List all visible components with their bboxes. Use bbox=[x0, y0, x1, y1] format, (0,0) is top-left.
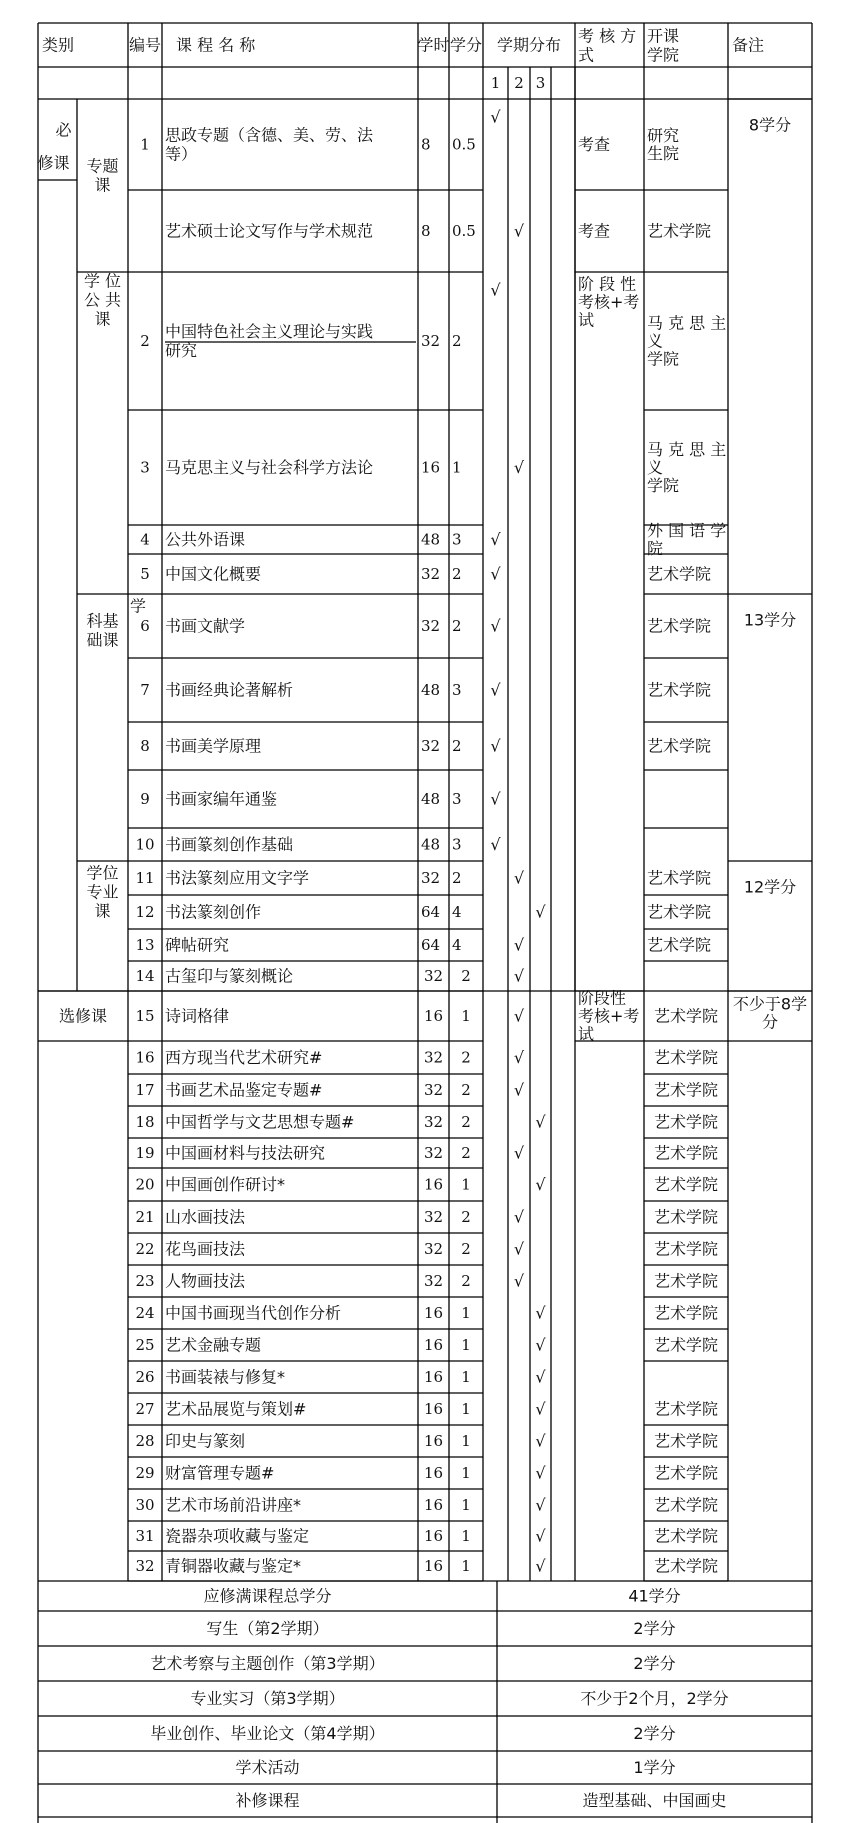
course-name: 人物画技法 bbox=[165, 1271, 246, 1291]
offering-college: 艺术学院 bbox=[653, 1463, 719, 1483]
offering-college: 艺术学院 bbox=[653, 1048, 719, 1067]
course-name: 中国文化概要 bbox=[165, 564, 262, 584]
offering-college: 艺术学院 bbox=[647, 935, 712, 955]
course-number: 28 bbox=[135, 1432, 155, 1450]
course-name: 书画篆刻创作基础 bbox=[165, 835, 294, 854]
exam-method: 考核+考 bbox=[578, 292, 640, 312]
category-topic-course: 课 bbox=[94, 175, 111, 195]
course-credits: 2 bbox=[461, 1113, 471, 1131]
course-hours: 32 bbox=[423, 1081, 444, 1099]
semester-3-label: 3 bbox=[535, 74, 546, 92]
course-name: 古玺印与篆刻概论 bbox=[165, 966, 294, 986]
course-credits: 2 bbox=[452, 737, 462, 755]
semester-check-mark: √ bbox=[513, 1207, 525, 1227]
offering-college: 艺术学院 bbox=[647, 680, 712, 700]
course-hours: 32 bbox=[423, 1048, 444, 1067]
offering-college: 艺术学院 bbox=[653, 1303, 719, 1323]
course-credits: 1 bbox=[461, 1557, 471, 1575]
course-number: 30 bbox=[135, 1496, 155, 1514]
course-credits: 3 bbox=[452, 681, 462, 699]
offering-college: 艺术学院 bbox=[647, 868, 712, 888]
semester-check-mark: √ bbox=[513, 1006, 525, 1026]
course-name: 中国哲学与文艺思想专题# bbox=[165, 1112, 355, 1132]
offering-college: 研究 bbox=[647, 126, 680, 145]
course-number: 11 bbox=[135, 869, 155, 887]
category-required: 必 bbox=[55, 120, 72, 140]
header-number: 编号 bbox=[128, 35, 162, 55]
semester-check-mark: √ bbox=[490, 680, 501, 700]
course-hours: 16 bbox=[423, 1007, 444, 1025]
course-name: 中国画创作研讨* bbox=[165, 1175, 286, 1194]
course-name: 碑帖研究 bbox=[165, 935, 230, 955]
summary-label: 应修满课程总学分 bbox=[203, 1586, 332, 1606]
offering-college: 艺术学院 bbox=[647, 221, 712, 241]
offering-college: 艺术学院 bbox=[653, 1080, 719, 1100]
course-name: 书画艺术品鉴定专题# bbox=[165, 1080, 323, 1100]
offering-college: 艺术学院 bbox=[653, 1207, 719, 1227]
course-number: 20 bbox=[135, 1175, 155, 1194]
course-number: 8 bbox=[140, 737, 150, 755]
semester-check-mark: √ bbox=[490, 280, 501, 300]
offering-college: 艺术学院 bbox=[653, 1239, 719, 1259]
course-name: 中国特色社会主义理论与实践 bbox=[165, 322, 374, 341]
category-basic-course: 础课 bbox=[86, 630, 119, 650]
summary-value: 造型基础、中国画史 bbox=[582, 1791, 727, 1810]
course-credits: 2 bbox=[461, 967, 471, 985]
semester-check-mark: √ bbox=[490, 564, 501, 584]
course-name: 山水画技法 bbox=[165, 1207, 246, 1227]
offering-college: 艺术学院 bbox=[647, 902, 712, 922]
course-credits: 2 bbox=[461, 1240, 471, 1258]
semester-check-mark: √ bbox=[535, 902, 546, 922]
remark-credits: 8学分 bbox=[748, 115, 792, 135]
table-content bbox=[37, 27, 807, 1823]
course-name: 书画美学原理 bbox=[165, 736, 262, 756]
course-hours: 32 bbox=[421, 737, 441, 755]
course-name: 等） bbox=[165, 144, 198, 164]
offering-college: 艺术学院 bbox=[653, 1431, 719, 1451]
course-number: 17 bbox=[135, 1081, 155, 1099]
offering-college: 艺术学院 bbox=[653, 1399, 719, 1419]
course-number: 31 bbox=[135, 1527, 155, 1545]
course-number: 22 bbox=[135, 1240, 155, 1258]
course-credits: 3 bbox=[452, 790, 462, 808]
course-name: 研究 bbox=[165, 341, 198, 360]
semester-check-mark: √ bbox=[513, 1080, 525, 1100]
course-number: 26 bbox=[135, 1368, 155, 1386]
course-name: 书画文献学 bbox=[165, 616, 246, 636]
course-name: 艺术市场前沿讲座* bbox=[165, 1495, 302, 1515]
course-number: 23 bbox=[135, 1272, 155, 1290]
course-credits: 4 bbox=[452, 903, 462, 921]
course-number: 7 bbox=[140, 681, 150, 699]
semester-1-label: 1 bbox=[490, 74, 501, 92]
course-name: 艺术硕士论文写作与学术规范 bbox=[165, 221, 374, 241]
semester-check-mark: √ bbox=[490, 616, 501, 636]
semester-check-mark: √ bbox=[513, 1239, 525, 1259]
summary-label: 补修课程 bbox=[235, 1791, 300, 1810]
course-hours: 16 bbox=[423, 1464, 444, 1482]
course-credits: 1 bbox=[461, 1400, 471, 1418]
category-major-course: 课 bbox=[94, 901, 111, 921]
course-number: 9 bbox=[140, 790, 150, 808]
summary-label: 毕业创作、毕业论文（第4学期） bbox=[150, 1724, 385, 1743]
course-name: 书画经典论著解析 bbox=[165, 680, 294, 700]
offering-college: 艺术学院 bbox=[653, 1143, 719, 1163]
course-hours: 16 bbox=[423, 1304, 444, 1322]
course-credits: 2 bbox=[452, 617, 462, 635]
semester-check-mark: √ bbox=[535, 1112, 546, 1132]
course-hours: 16 bbox=[421, 458, 441, 477]
offering-college: 艺术学院 bbox=[653, 1335, 719, 1355]
category-elective: 选修课 bbox=[58, 1006, 108, 1026]
course-number: 2 bbox=[140, 332, 150, 350]
category-major-course: 专业 bbox=[86, 882, 119, 902]
offering-college: 艺术学院 bbox=[653, 1175, 719, 1194]
category-basic-course: 科基 bbox=[86, 611, 119, 631]
course-credits: 2 bbox=[461, 1048, 471, 1067]
remark-credits: 不少于8学 bbox=[732, 994, 808, 1014]
exam-method: 阶段性 bbox=[578, 988, 627, 1008]
course-hours: 32 bbox=[421, 617, 441, 635]
course-number: 29 bbox=[135, 1464, 155, 1482]
course-hours: 48 bbox=[421, 835, 441, 854]
semester-check-mark: √ bbox=[490, 107, 501, 127]
course-hours: 16 bbox=[423, 1400, 444, 1418]
semester-2-label: 2 bbox=[514, 74, 524, 92]
course-hours: 32 bbox=[423, 1144, 444, 1162]
header-college: 开课 bbox=[647, 26, 680, 46]
course-credits: 1 bbox=[461, 1336, 471, 1354]
offering-college: 马 克 思 主 bbox=[647, 313, 727, 333]
summary-label: 专业实习（第3学期） bbox=[190, 1689, 345, 1708]
course-name: 书画家编年通鉴 bbox=[165, 789, 278, 809]
header-college: 学院 bbox=[647, 45, 680, 65]
course-name: 马克思主义与社会科学方法论 bbox=[165, 458, 374, 477]
course-hours: 32 bbox=[423, 1272, 444, 1290]
exam-method: 考核+考 bbox=[578, 1006, 640, 1026]
course-hours: 16 bbox=[423, 1496, 444, 1514]
course-name: 公共外语课 bbox=[165, 530, 246, 549]
course-hours: 16 bbox=[423, 1557, 444, 1575]
course-number: 1 bbox=[140, 135, 150, 154]
header-exam: 式 bbox=[578, 45, 595, 65]
course-hours: 16 bbox=[423, 1175, 444, 1194]
table-grid bbox=[38, 23, 812, 1823]
offering-college: 外 国 语 学 bbox=[647, 521, 727, 540]
summary-value: 41学分 bbox=[628, 1586, 681, 1606]
course-credits: 2 bbox=[461, 1081, 471, 1099]
course-hours: 32 bbox=[421, 332, 441, 350]
offering-college: 学院 bbox=[647, 476, 680, 495]
summary-label: 写生（第2学期） bbox=[206, 1619, 329, 1638]
course-name: 印史与篆刻 bbox=[165, 1431, 246, 1451]
semester-check-mark: √ bbox=[490, 789, 501, 809]
course-name: 西方现当代艺术研究# bbox=[165, 1048, 323, 1067]
offering-college: 艺术学院 bbox=[653, 1526, 719, 1546]
header-exam: 考 核 方 bbox=[578, 26, 637, 46]
course-number: 32 bbox=[135, 1557, 155, 1575]
offering-college: 艺术学院 bbox=[653, 1112, 719, 1132]
semester-check-mark: √ bbox=[535, 1399, 546, 1419]
offering-college: 院 bbox=[647, 539, 664, 558]
offering-college: 马 克 思 主 bbox=[647, 440, 727, 459]
semester-check-mark: √ bbox=[535, 1526, 546, 1546]
semester-check-mark: √ bbox=[513, 966, 525, 986]
semester-check-mark: √ bbox=[490, 736, 501, 756]
course-hours: 16 bbox=[423, 1527, 444, 1545]
course-name: 艺术品展览与策划# bbox=[165, 1399, 307, 1419]
offering-college: 艺术学院 bbox=[653, 1556, 719, 1576]
semester-check-mark: √ bbox=[535, 1556, 546, 1576]
category-public-course: 公 共 bbox=[83, 290, 122, 310]
header-semester: 学期分布 bbox=[496, 35, 562, 55]
category-basic-course: 学 bbox=[129, 596, 147, 616]
course-credits: 2 bbox=[452, 332, 462, 350]
course-hours: 8 bbox=[421, 222, 431, 240]
semester-check-mark: √ bbox=[513, 868, 525, 888]
course-name: 艺术金融专题 bbox=[165, 1335, 262, 1355]
course-credits: 2 bbox=[452, 565, 462, 583]
course-name: 花鸟画技法 bbox=[165, 1239, 246, 1259]
course-hours: 48 bbox=[421, 681, 441, 699]
course-name: 思政专题（含德、美、劳、法 bbox=[165, 125, 374, 145]
course-number: 3 bbox=[140, 458, 150, 477]
course-name: 诗词格律 bbox=[165, 1006, 230, 1026]
offering-college: 艺术学院 bbox=[653, 1495, 719, 1515]
course-name: 中国画材料与技法研究 bbox=[165, 1143, 326, 1163]
course-hours: 32 bbox=[423, 1113, 444, 1131]
course-number: 27 bbox=[135, 1400, 155, 1418]
semester-check-mark: √ bbox=[535, 1463, 546, 1483]
exam-method: 试 bbox=[578, 310, 595, 330]
course-hours: 48 bbox=[421, 530, 441, 549]
semester-check-mark: √ bbox=[513, 935, 525, 955]
course-number: 24 bbox=[135, 1304, 155, 1322]
course-credits: 1 bbox=[461, 1464, 471, 1482]
summary-value: 1学分 bbox=[633, 1758, 676, 1777]
course-credits: 1 bbox=[461, 1175, 471, 1194]
course-number: 21 bbox=[135, 1208, 155, 1226]
course-credits: 2 bbox=[461, 1144, 471, 1162]
course-credits: 0.5 bbox=[452, 135, 476, 154]
course-name: 财富管理专题# bbox=[165, 1463, 275, 1483]
header-remarks: 备注 bbox=[732, 35, 765, 55]
course-hours: 32 bbox=[423, 1208, 444, 1226]
offering-college: 生院 bbox=[647, 144, 680, 163]
course-credits: 2 bbox=[452, 869, 462, 887]
semester-check-mark: √ bbox=[513, 1048, 525, 1067]
semester-check-mark: √ bbox=[535, 1431, 546, 1451]
course-number: 16 bbox=[135, 1048, 155, 1067]
course-number: 6 bbox=[140, 617, 150, 635]
semester-check-mark: √ bbox=[535, 1303, 546, 1323]
course-hours: 32 bbox=[423, 967, 444, 985]
course-credits: 4 bbox=[452, 936, 462, 954]
course-number: 15 bbox=[135, 1007, 155, 1025]
remark-credits: 分 bbox=[761, 1012, 779, 1032]
category-public-course: 学 位 bbox=[83, 271, 122, 291]
semester-check-mark: √ bbox=[535, 1367, 546, 1387]
semester-check-mark: √ bbox=[535, 1175, 546, 1194]
course-credits: 1 bbox=[461, 1496, 471, 1514]
course-number: 13 bbox=[135, 936, 155, 954]
summary-value: 2学分 bbox=[633, 1619, 676, 1638]
course-credits: 0.5 bbox=[452, 222, 476, 240]
offering-college: 义 bbox=[647, 458, 664, 477]
course-credits: 1 bbox=[461, 1432, 471, 1450]
course-credits: 1 bbox=[461, 1007, 471, 1025]
semester-check-mark: √ bbox=[513, 1143, 525, 1163]
semester-check-mark: √ bbox=[513, 1271, 525, 1291]
course-credits: 2 bbox=[461, 1208, 471, 1226]
course-credits: 2 bbox=[461, 1272, 471, 1290]
summary-label: 学术活动 bbox=[235, 1758, 300, 1777]
course-number: 4 bbox=[140, 530, 150, 549]
course-hours: 48 bbox=[421, 790, 441, 808]
course-hours: 8 bbox=[421, 135, 431, 154]
offering-college: 艺术学院 bbox=[647, 616, 712, 636]
course-name: 中国书画现当代创作分析 bbox=[165, 1303, 342, 1323]
course-number: 10 bbox=[135, 835, 155, 854]
course-hours: 16 bbox=[423, 1368, 444, 1386]
course-number: 19 bbox=[135, 1144, 155, 1162]
exam-method: 试 bbox=[578, 1024, 595, 1044]
exam-method: 考查 bbox=[578, 221, 611, 241]
course-name: 书法篆刻创作 bbox=[165, 902, 262, 922]
course-credits: 3 bbox=[452, 835, 462, 854]
course-number: 5 bbox=[140, 565, 150, 583]
semester-check-mark: √ bbox=[513, 221, 525, 241]
course-number: 18 bbox=[135, 1113, 155, 1131]
course-number: 25 bbox=[135, 1336, 155, 1354]
course-hours: 64 bbox=[421, 903, 441, 921]
exam-method: 阶 段 性 bbox=[578, 274, 637, 294]
header-course-name: 课 程 名 称 bbox=[176, 35, 256, 55]
course-credits: 1 bbox=[461, 1527, 471, 1545]
header-credits: 学分 bbox=[449, 35, 483, 55]
category-public-course: 课 bbox=[94, 309, 111, 329]
offering-college: 艺术学院 bbox=[653, 1006, 719, 1026]
offering-college: 义 bbox=[647, 331, 664, 351]
course-hours: 16 bbox=[423, 1432, 444, 1450]
summary-value: 2学分 bbox=[633, 1724, 676, 1743]
course-hours: 16 bbox=[423, 1336, 444, 1354]
semester-check-mark: √ bbox=[513, 458, 525, 477]
course-credits: 3 bbox=[452, 530, 462, 549]
semester-check-mark: √ bbox=[490, 835, 501, 854]
course-hours: 64 bbox=[421, 936, 441, 954]
course-number: 14 bbox=[135, 967, 155, 985]
course-name: 书画装裱与修复* bbox=[165, 1367, 286, 1387]
exam-method: 考查 bbox=[578, 135, 611, 154]
semester-check-mark: √ bbox=[535, 1495, 546, 1515]
offering-college: 艺术学院 bbox=[647, 736, 712, 756]
category-required: 修课 bbox=[37, 153, 70, 173]
course-hours: 32 bbox=[423, 1240, 444, 1258]
summary-label: 艺术考察与主题创作（第3学期） bbox=[150, 1654, 385, 1673]
category-major-course: 学位 bbox=[86, 863, 119, 883]
course-credits: 1 bbox=[452, 458, 462, 477]
course-hours: 32 bbox=[421, 869, 441, 887]
course-name: 瓷器杂项收藏与鉴定 bbox=[165, 1526, 310, 1546]
offering-college: 学院 bbox=[647, 349, 680, 369]
offering-college: 艺术学院 bbox=[653, 1271, 719, 1291]
course-credits: 1 bbox=[461, 1368, 471, 1386]
header-category: 类别 bbox=[42, 35, 75, 55]
remark-credits: 12学分 bbox=[743, 877, 797, 897]
course-name: 书法篆刻应用文字学 bbox=[165, 868, 310, 888]
offering-college: 艺术学院 bbox=[647, 564, 712, 584]
remark-credits: 13学分 bbox=[743, 610, 797, 630]
summary-value: 2学分 bbox=[633, 1654, 676, 1673]
course-credits: 1 bbox=[461, 1304, 471, 1322]
category-topic-course: 专题 bbox=[86, 156, 119, 176]
header-hours: 学时 bbox=[417, 35, 450, 55]
semester-check-mark: √ bbox=[535, 1335, 546, 1355]
course-name: 青铜器收藏与鉴定* bbox=[165, 1556, 302, 1576]
semester-check-mark: √ bbox=[490, 530, 501, 549]
summary-value: 不少于2个月，2学分 bbox=[580, 1689, 729, 1708]
course-number: 12 bbox=[135, 903, 155, 921]
course-hours: 32 bbox=[421, 565, 441, 583]
